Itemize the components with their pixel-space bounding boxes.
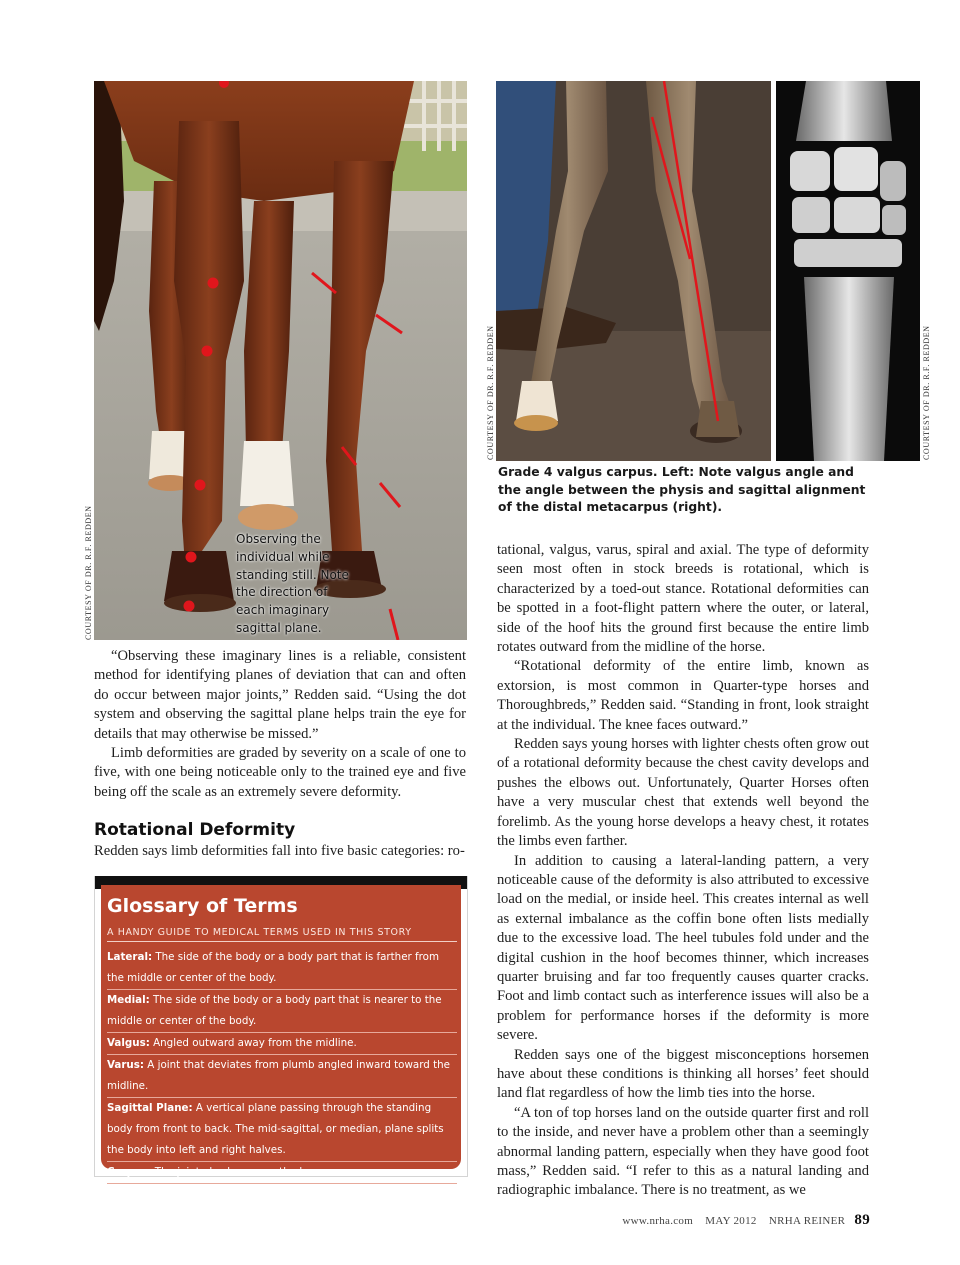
footer-date: MAY 2012: [705, 1215, 757, 1227]
paragraph: “Rotational deformity of the entire limb, known as extorsion, is most common in Quarter-type horses and Thoroughbreds,” Redden said. “Standing in front, look straight at the individual. The knee faces outward.”: [497, 658, 869, 733]
paragraph: tational, valgus, varus, spiral and axial. The type of deformity seen most often in stock breeds is rotational, which is characterized by a toed-out stance. Rotational deformities can be spotted in a foot-flight pattern where the outer, or lateral, side of the hoof hits the ground first because the entire limb rotates outward from the midline of the horse.: [497, 542, 869, 656]
footer-url: www.nrha.com: [622, 1215, 694, 1227]
right-column: [497, 541, 869, 1201]
glossary-list: [107, 947, 457, 1184]
page-footer: [610, 1212, 870, 1229]
glossary-panel: [101, 885, 461, 1178]
paragraph: “Observing these imaginary lines is a reliable, consistent method for identifying planes of deviation that can and often do occur between major joints,” Redden said. “Using the dot system and observing the sagittal plane helps train the eye for details that may otherwise be missed.”: [94, 648, 466, 742]
glossary-item: Carpus: The joint also known as the knee.: [107, 1162, 457, 1184]
section-heading: Rotational Deformity: [94, 820, 296, 840]
page-number: 89: [854, 1212, 870, 1228]
xray-image: [776, 81, 920, 461]
footer-publication: NRHA REINER: [768, 1215, 846, 1227]
left-column: [94, 647, 466, 802]
photo-caption-left: Observing the individual while standing still. Note the direction of each imaginary sagittal plane.: [236, 532, 349, 635]
glossary-item: Sagittal Plane: A vertical plane passing through the standing body from front to back. The mid-sagittal, or median, plane splits the body into left and right halves.: [107, 1098, 457, 1162]
xray-illustration: [776, 81, 920, 461]
glossary-title: Glossary of Terms: [107, 895, 298, 917]
paragraph: Redden says young horses with lighter chests often grow out of a rotational deformity because the chest cavity develops and pushes the elbows out. Unfortunately, Quarter Horses often have a very muscular chest that extends well beyond the forelimb. As the young horse develops a heavy chest, it rotates the limbs even farther.: [497, 736, 869, 850]
photo-credit-left: COURTESY OF DR. R.F. REDDEN: [84, 505, 93, 640]
photo-credit-right-a: COURTESY OF DR. R.F. REDDEN: [486, 325, 495, 460]
paragraph: Limb deformities are graded by severity on a scale of one to five, with one being noticeable only to the trained eye and five being off the scale as an extremely severe deformity.: [94, 745, 466, 800]
glossary-item: Varus: A joint that deviates from plumb angled inward toward the midline.: [107, 1055, 457, 1098]
glossary-item: Valgus: Angled outward away from the midline.: [107, 1033, 457, 1055]
photo-credit-right-b: COURTESY OF DR. R.F. REDDEN: [922, 325, 931, 460]
paragraph: Redden says one of the biggest misconceptions horsemen have about these conditions is thinking all horses’ feet should land flat regardless of how the limb ties into the horse.: [497, 1046, 869, 1102]
paragraph: Redden says limb deformities fall into five basic categories: ro-: [94, 843, 465, 859]
valgus-legs-illustration: [496, 81, 771, 461]
paragraph: “A ton of top horses land on the outside quarter first and roll to the inside, and never have a problem other than a seemingly abnormal landing pattern, especially when they have good foot mass,” Redden said. “I refer to this as a natural landing and radiographic imbalance. There is no treatment, as we: [497, 1104, 869, 1199]
glossary-subtitle: A HANDY GUIDE TO MEDICAL TERMS USED IN THIS STORY: [107, 927, 457, 942]
glossary-item: Medial: The side of the body or a body part that is nearer to the middle or center of the body.: [107, 990, 457, 1033]
valgus-legs-photo: [496, 81, 771, 461]
left-column-cont: [94, 842, 466, 861]
photo-caption-right: Grade 4 valgus carpus. Left: Note valgus angle and the angle between the physis and sagittal alignment of the distal metacarpus (right).: [498, 465, 866, 514]
glossary-item: Lateral: The side of the body or a body part that is farther from the middle or center of the body.: [107, 947, 457, 990]
glossary-box: [94, 876, 468, 1177]
paragraph: In addition to causing a lateral-landing pattern, a very noticeable cause of the deformity is also attributed to excessive load on the medial, or inside heel. This creates internal as well as external imbalance as the coffin bone often lists medially due to the excessive load. The heel tubules fold under and the digital cushion in the hoof becomes thinner, which increases quarter bruising and far too frequently causes quarter cracks. Foot and limb contact such as interference issues will also be a problem for performance horses if the deformity is more severe.: [497, 852, 869, 1044]
